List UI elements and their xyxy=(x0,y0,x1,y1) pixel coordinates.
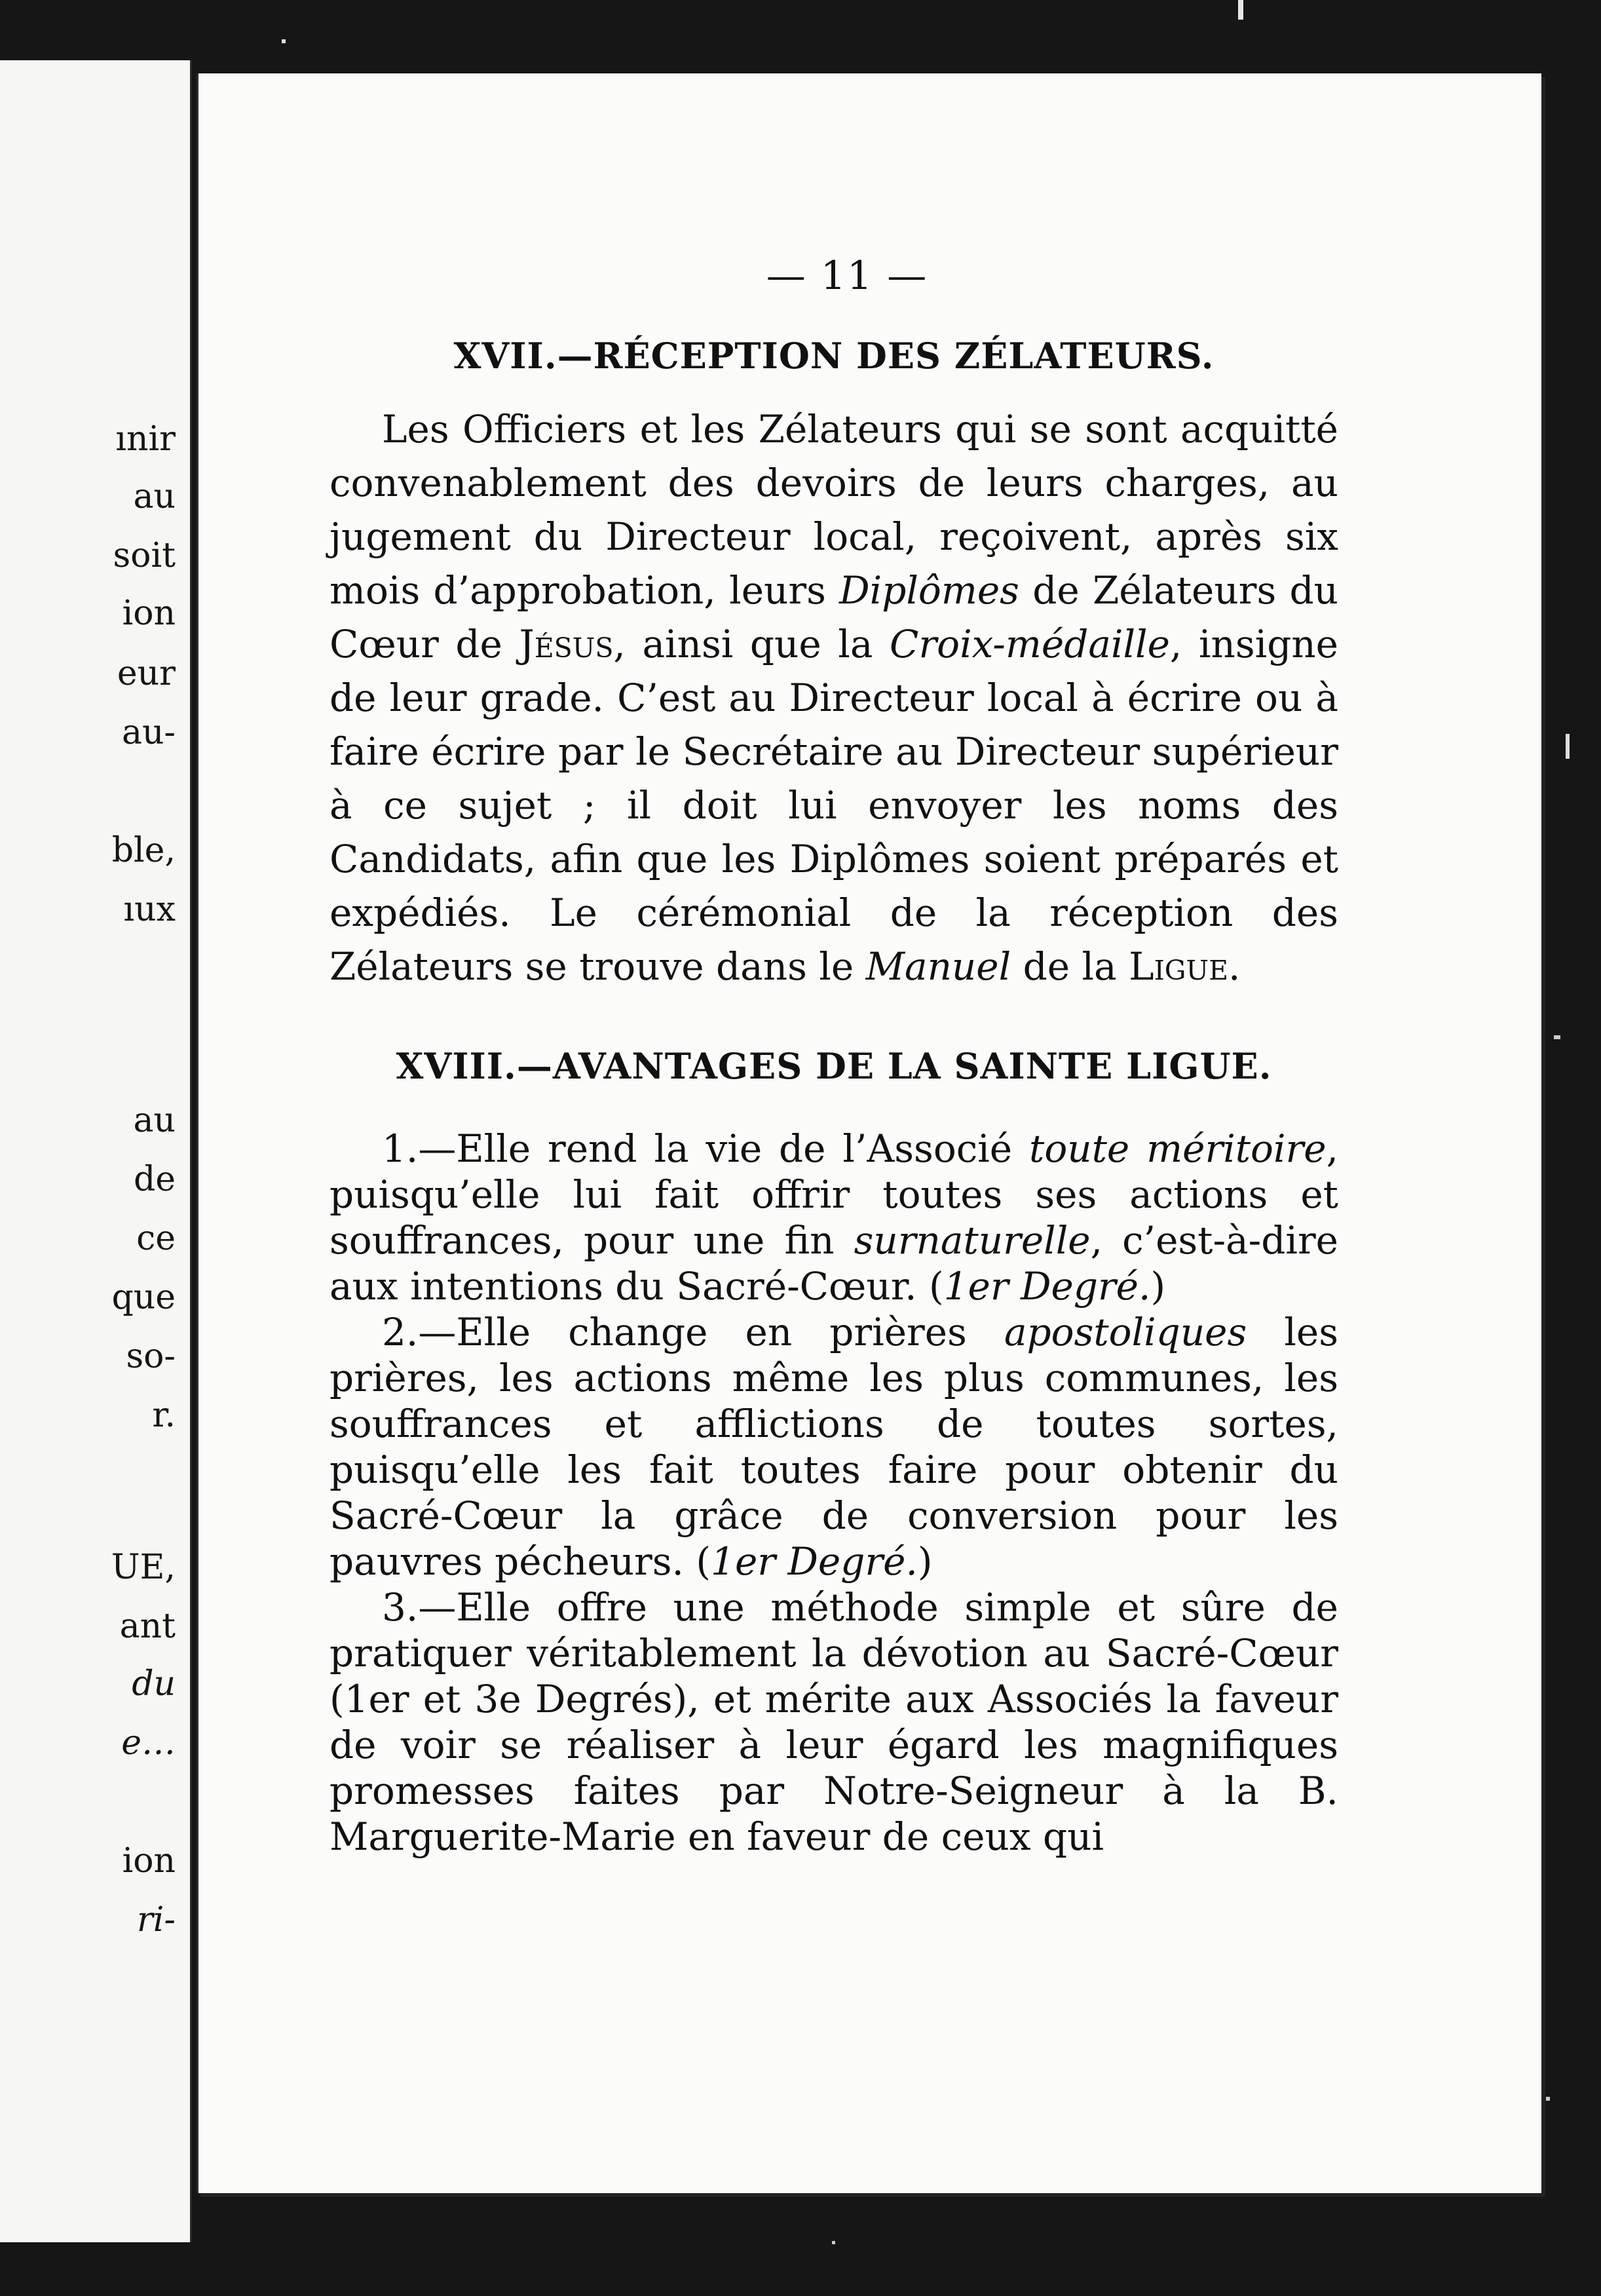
ligue-small-caps: Ligue xyxy=(1129,944,1229,989)
page-number: — 11 — xyxy=(766,253,928,299)
left-page-fragment: que xyxy=(111,1278,176,1317)
diplomes-italic: Diplômes xyxy=(839,568,1019,613)
left-page-fragment: au xyxy=(133,477,176,516)
left-page-fragment: ant xyxy=(119,1607,176,1646)
left-page-fragment: ion xyxy=(122,594,176,633)
section-17-heading: XVII.—RÉCEPTION DES ZÉLATEURS. xyxy=(453,335,1215,377)
left-page-fragment: so- xyxy=(126,1337,176,1376)
left-page-fragment: du xyxy=(132,1664,176,1704)
left-page-margin xyxy=(0,60,192,2242)
left-page-fragment: e… xyxy=(121,1723,176,1763)
croix-medaille-italic: Croix-médaille xyxy=(890,622,1170,666)
left-page-fragment: UE, xyxy=(111,1548,176,1587)
left-page-fragment: au xyxy=(133,1101,176,1140)
manuel-italic: Manuel xyxy=(865,944,1011,989)
section-17-paragraph: Les Officiers et les Zélateurs qui se sont acquitté convenablement des devoirs de leurs charges, au jugement du Directeur local, reçoivent, après six mois d’approbation, leurs Diplômes de Zélateurs du Cœur de Jésus, ainsi que la Croix-médaille, insigne de leur grade. C’est au Directeur local à écrire ou à faire écrire par le Secrétaire au Directeur supérieur à ce sujet ; il doit lui envoyer les noms des Candidats, afin que les Diplômes soient préparés et expédiés. Le cérémonial de la réception des Zélateurs se trouve dans le Manuel de la Ligue. xyxy=(330,407,1338,989)
section-18-heading: XVIII.—AVANTAGES DE LA SAINTE LIGUE. xyxy=(396,1045,1272,1087)
left-page-fragment: de xyxy=(133,1160,176,1199)
advantages-list xyxy=(330,1126,1338,1860)
left-page-fragment: ri- xyxy=(136,1900,176,1940)
left-page-fragment: ion xyxy=(122,1841,176,1881)
left-page-fragment: ınir xyxy=(115,419,176,459)
left-page-fragment: ce xyxy=(136,1219,176,1258)
advantage-item-1: 1.—Elle rend la vie de l’Associé toute méritoire, puisqu’elle lui fait offrir toutes ses actions et souffrances, pour une fin surnaturelle, c’est-à-dire aux intentions du Sacré-Cœur. (1er Degré.) xyxy=(330,1126,1339,1309)
advantage-item-2: 2.—Elle change en prières apostoliques les prières, les actions même les plus communes, les souffrances et afflictions de toutes sortes, puisqu’elle les fait toutes faire pour obtenir du Sacré-Cœur la grâce de conversion pour les pauvres pécheurs. (1er Degré.) xyxy=(330,1310,1339,1584)
left-page-fragment: ıux xyxy=(123,890,176,929)
left-page-fragment: au- xyxy=(121,713,176,752)
left-page-fragment: ble, xyxy=(111,831,176,870)
text-block xyxy=(330,249,1338,1860)
left-page-fragment: eur xyxy=(117,654,176,693)
left-page-fragment: r. xyxy=(152,1396,176,1435)
left-page-fragment: soit xyxy=(113,536,176,575)
right-page xyxy=(197,73,1541,2193)
jesus-small-caps: Jésus xyxy=(519,622,614,666)
advantage-item-3: 3.—Elle offre une méthode simple et sûre de pratiquer véritablement la dévotion au Sacré-Cœur (1er et 3e Degrés), et mérite aux Associés la faveur de voir se réaliser à leur égard les magnifiques promesses faites par Notre-Seigneur à la B. Marguerite-Marie en faveur de ceux qui xyxy=(330,1585,1338,1859)
